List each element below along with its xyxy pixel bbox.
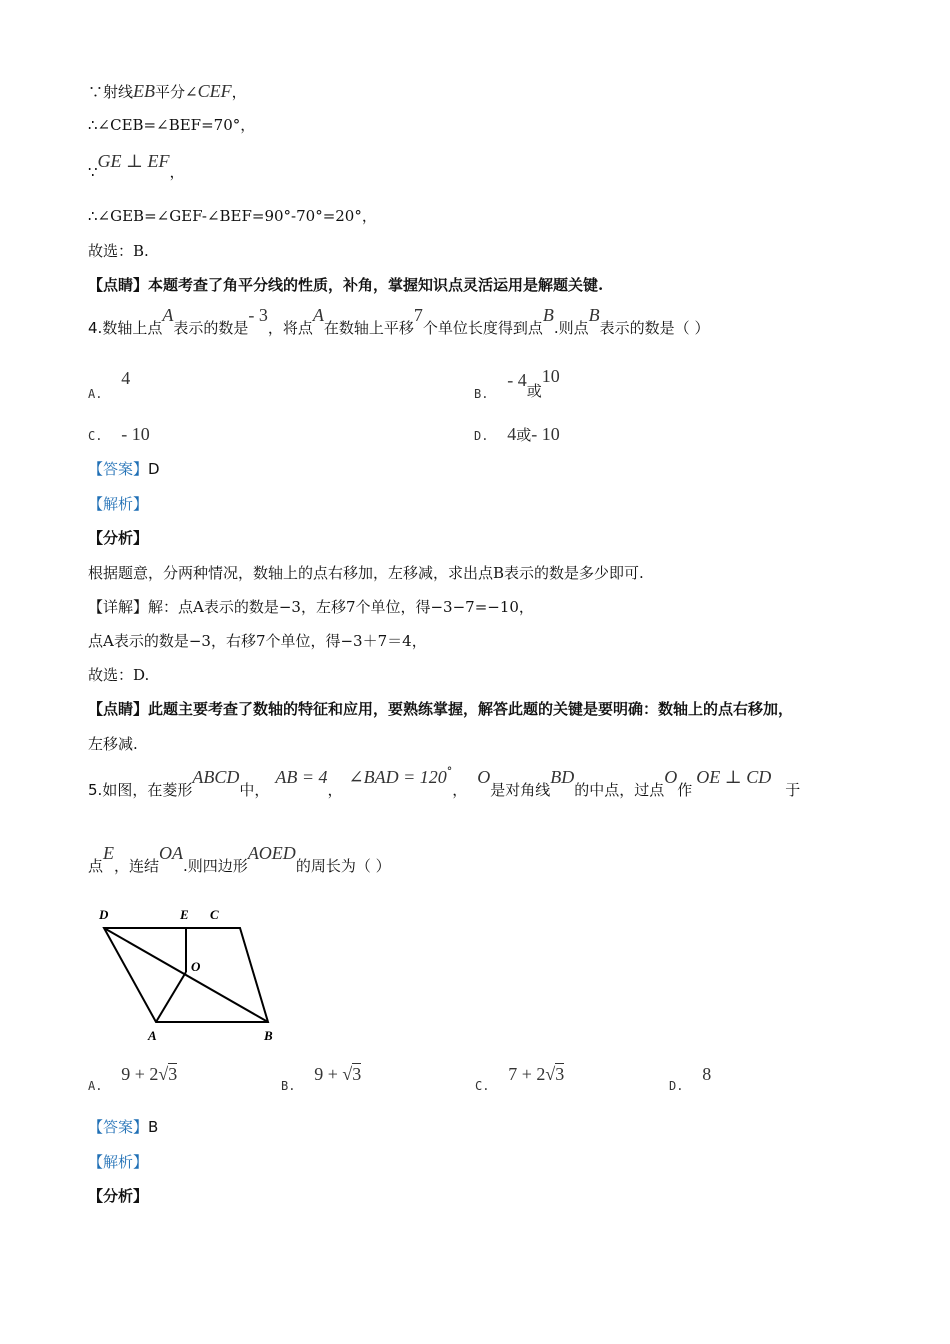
math-oe-perp-cd: OE ⊥ CD xyxy=(696,767,772,787)
option-value: 4 xyxy=(121,368,131,388)
question-number: 4. xyxy=(88,319,103,337)
solution-line-3 xyxy=(88,150,185,181)
math-e: E xyxy=(103,843,115,863)
text: 个单位长度得到点 xyxy=(422,319,543,337)
option-label: A. xyxy=(88,1079,103,1093)
math-b: B xyxy=(542,305,554,325)
math-ge-perp-ef: GE ⊥ EF xyxy=(97,151,170,171)
text: ， xyxy=(452,781,468,799)
option-value: - 10 xyxy=(531,424,560,444)
text: .则四边形 xyxy=(183,857,248,875)
math-bd: BD xyxy=(550,767,575,787)
answer-label: 【答案】 xyxy=(88,460,149,478)
text: ， xyxy=(169,163,185,181)
text: 表示的数是 xyxy=(173,319,249,337)
math-value: 7 xyxy=(413,305,423,325)
q4-dianjing-1: 【点睛】此题主要考查了数轴的特征和应用，要熟练掌握，解答此题的关键是要明确：数轴上的点右移加， xyxy=(88,700,794,718)
question-4-stem xyxy=(88,305,710,339)
q5-option-d[interactable] xyxy=(669,1064,712,1093)
text: 或 xyxy=(516,426,532,444)
math-angle-bad: ∠BAD = 120 xyxy=(348,767,447,787)
answer-value: D xyxy=(148,460,160,478)
dianjing-line: 【点睛】本题考查了角平分线的性质，补角，掌握知识点灵活运用是解题关键. xyxy=(88,276,604,294)
text: ∵射线 xyxy=(88,83,134,101)
q5-option-b[interactable] xyxy=(281,1064,362,1093)
math-eb: EB xyxy=(133,81,156,101)
q4-option-a[interactable] xyxy=(88,368,131,401)
answer-label: 【答案】 xyxy=(88,1118,149,1136)
option-label: C. xyxy=(88,429,103,443)
solution-line-1 xyxy=(88,80,247,103)
option-label: C. xyxy=(475,1079,490,1093)
label-a: A xyxy=(148,1028,157,1043)
option-label: D. xyxy=(669,1079,684,1093)
option-label: B. xyxy=(474,387,489,401)
math-a: A xyxy=(312,305,324,325)
text: ∵ xyxy=(88,163,98,181)
option-value: 7 + 2 xyxy=(508,1064,546,1084)
text: 点 xyxy=(88,857,104,875)
option-value: 10 xyxy=(541,366,560,386)
sqrt-sign: √ xyxy=(158,1064,169,1084)
radicand: 3 xyxy=(555,1064,565,1084)
option-label: A. xyxy=(88,387,103,401)
rhombus-figure xyxy=(90,900,290,1048)
question-number: 5. xyxy=(88,781,103,799)
q5-answer xyxy=(88,1116,158,1138)
text: 或 xyxy=(526,382,542,400)
text: ，连结 xyxy=(114,857,160,875)
math-aoed: AOED xyxy=(247,843,296,863)
text: 表示的数是（ ） xyxy=(599,319,710,337)
q4-option-c[interactable] xyxy=(88,424,150,445)
text: 的中点，过点 xyxy=(574,781,665,799)
q4-fenxi: 【分析】 xyxy=(88,529,149,547)
math-abcd: ABCD xyxy=(192,767,240,787)
option-value: 4 xyxy=(507,424,517,444)
label-b: B xyxy=(264,1028,273,1043)
text: 是对角线 xyxy=(490,781,551,799)
text: ，将点 xyxy=(267,319,313,337)
text: ， xyxy=(231,83,247,101)
solution-line-2: ∴∠CEB=∠BEF=70°， xyxy=(88,116,256,134)
option-label: D. xyxy=(474,429,489,443)
solution-line-5: 故选：B. xyxy=(88,242,149,260)
q4-choose: 故选：D. xyxy=(88,666,150,684)
segment-oa xyxy=(156,972,186,1022)
radicand: 3 xyxy=(352,1064,362,1084)
label-d: D xyxy=(99,907,109,922)
q4-option-b[interactable] xyxy=(474,366,560,401)
q5-jiexi: 【解析】 xyxy=(88,1153,149,1171)
sqrt-sign: √ xyxy=(545,1064,556,1084)
text: 如图，在菱形 xyxy=(102,781,193,799)
text: 作 xyxy=(677,781,693,799)
text: ， xyxy=(327,781,343,799)
label-o: O xyxy=(191,959,201,974)
text: .则点 xyxy=(553,319,589,337)
math-oa: OA xyxy=(159,843,184,863)
text: 中， xyxy=(239,781,270,799)
option-value: 8 xyxy=(702,1064,712,1084)
answer-value: B xyxy=(148,1118,159,1136)
math-o: O xyxy=(477,767,491,787)
q5-option-a[interactable] xyxy=(88,1064,178,1093)
radicand: 3 xyxy=(168,1064,178,1084)
question-5-stem-1 xyxy=(88,765,801,803)
q4-jiexi: 【解析】 xyxy=(88,495,149,513)
q5-fenxi: 【分析】 xyxy=(88,1187,149,1205)
math-b: B xyxy=(588,305,600,325)
text: 于 xyxy=(785,781,801,799)
text: 数轴上点 xyxy=(102,319,163,337)
option-label: B. xyxy=(281,1079,296,1093)
label-c: C xyxy=(210,907,219,922)
math-a: A xyxy=(162,305,174,325)
q4-dianjing-2: 左移减. xyxy=(88,735,138,753)
math-o: O xyxy=(664,767,678,787)
q4-detail-1: 【详解】解：点A表示的数是−3，左移7个单位，得−3−7=−10， xyxy=(88,598,534,616)
q5-option-c[interactable] xyxy=(475,1064,565,1093)
q4-option-d[interactable] xyxy=(474,424,560,445)
question-5-stem-2 xyxy=(88,843,391,877)
math-ab-eq-4: AB = 4 xyxy=(275,767,328,787)
q4-fenxi-text: 根据题意，分两种情况，数轴上的点右移加，左移减，求出点B表示的数是多少即可. xyxy=(88,564,644,582)
degree-sign: ° xyxy=(446,765,453,778)
label-e: E xyxy=(180,907,189,922)
text: 的周长为（ ） xyxy=(295,857,391,875)
text: 平分∠ xyxy=(155,83,198,101)
option-value: 9 + 2 xyxy=(121,1064,159,1084)
q4-detail-2: 点A表示的数是−3，右移7个单位，得−3＋7＝4， xyxy=(88,632,427,650)
option-value: - 10 xyxy=(121,424,150,444)
math-value: - 3 xyxy=(248,305,268,325)
math-cef: CEF xyxy=(197,81,232,101)
option-value: 9 + xyxy=(314,1064,343,1084)
solution-line-4: ∴∠GEB=∠GEF-∠BEF=90°-70°=20°， xyxy=(88,207,377,225)
text: 在数轴上平移 xyxy=(323,319,414,337)
sqrt-sign: √ xyxy=(342,1064,353,1084)
option-value: - 4 xyxy=(507,370,527,390)
q4-answer xyxy=(88,458,160,480)
